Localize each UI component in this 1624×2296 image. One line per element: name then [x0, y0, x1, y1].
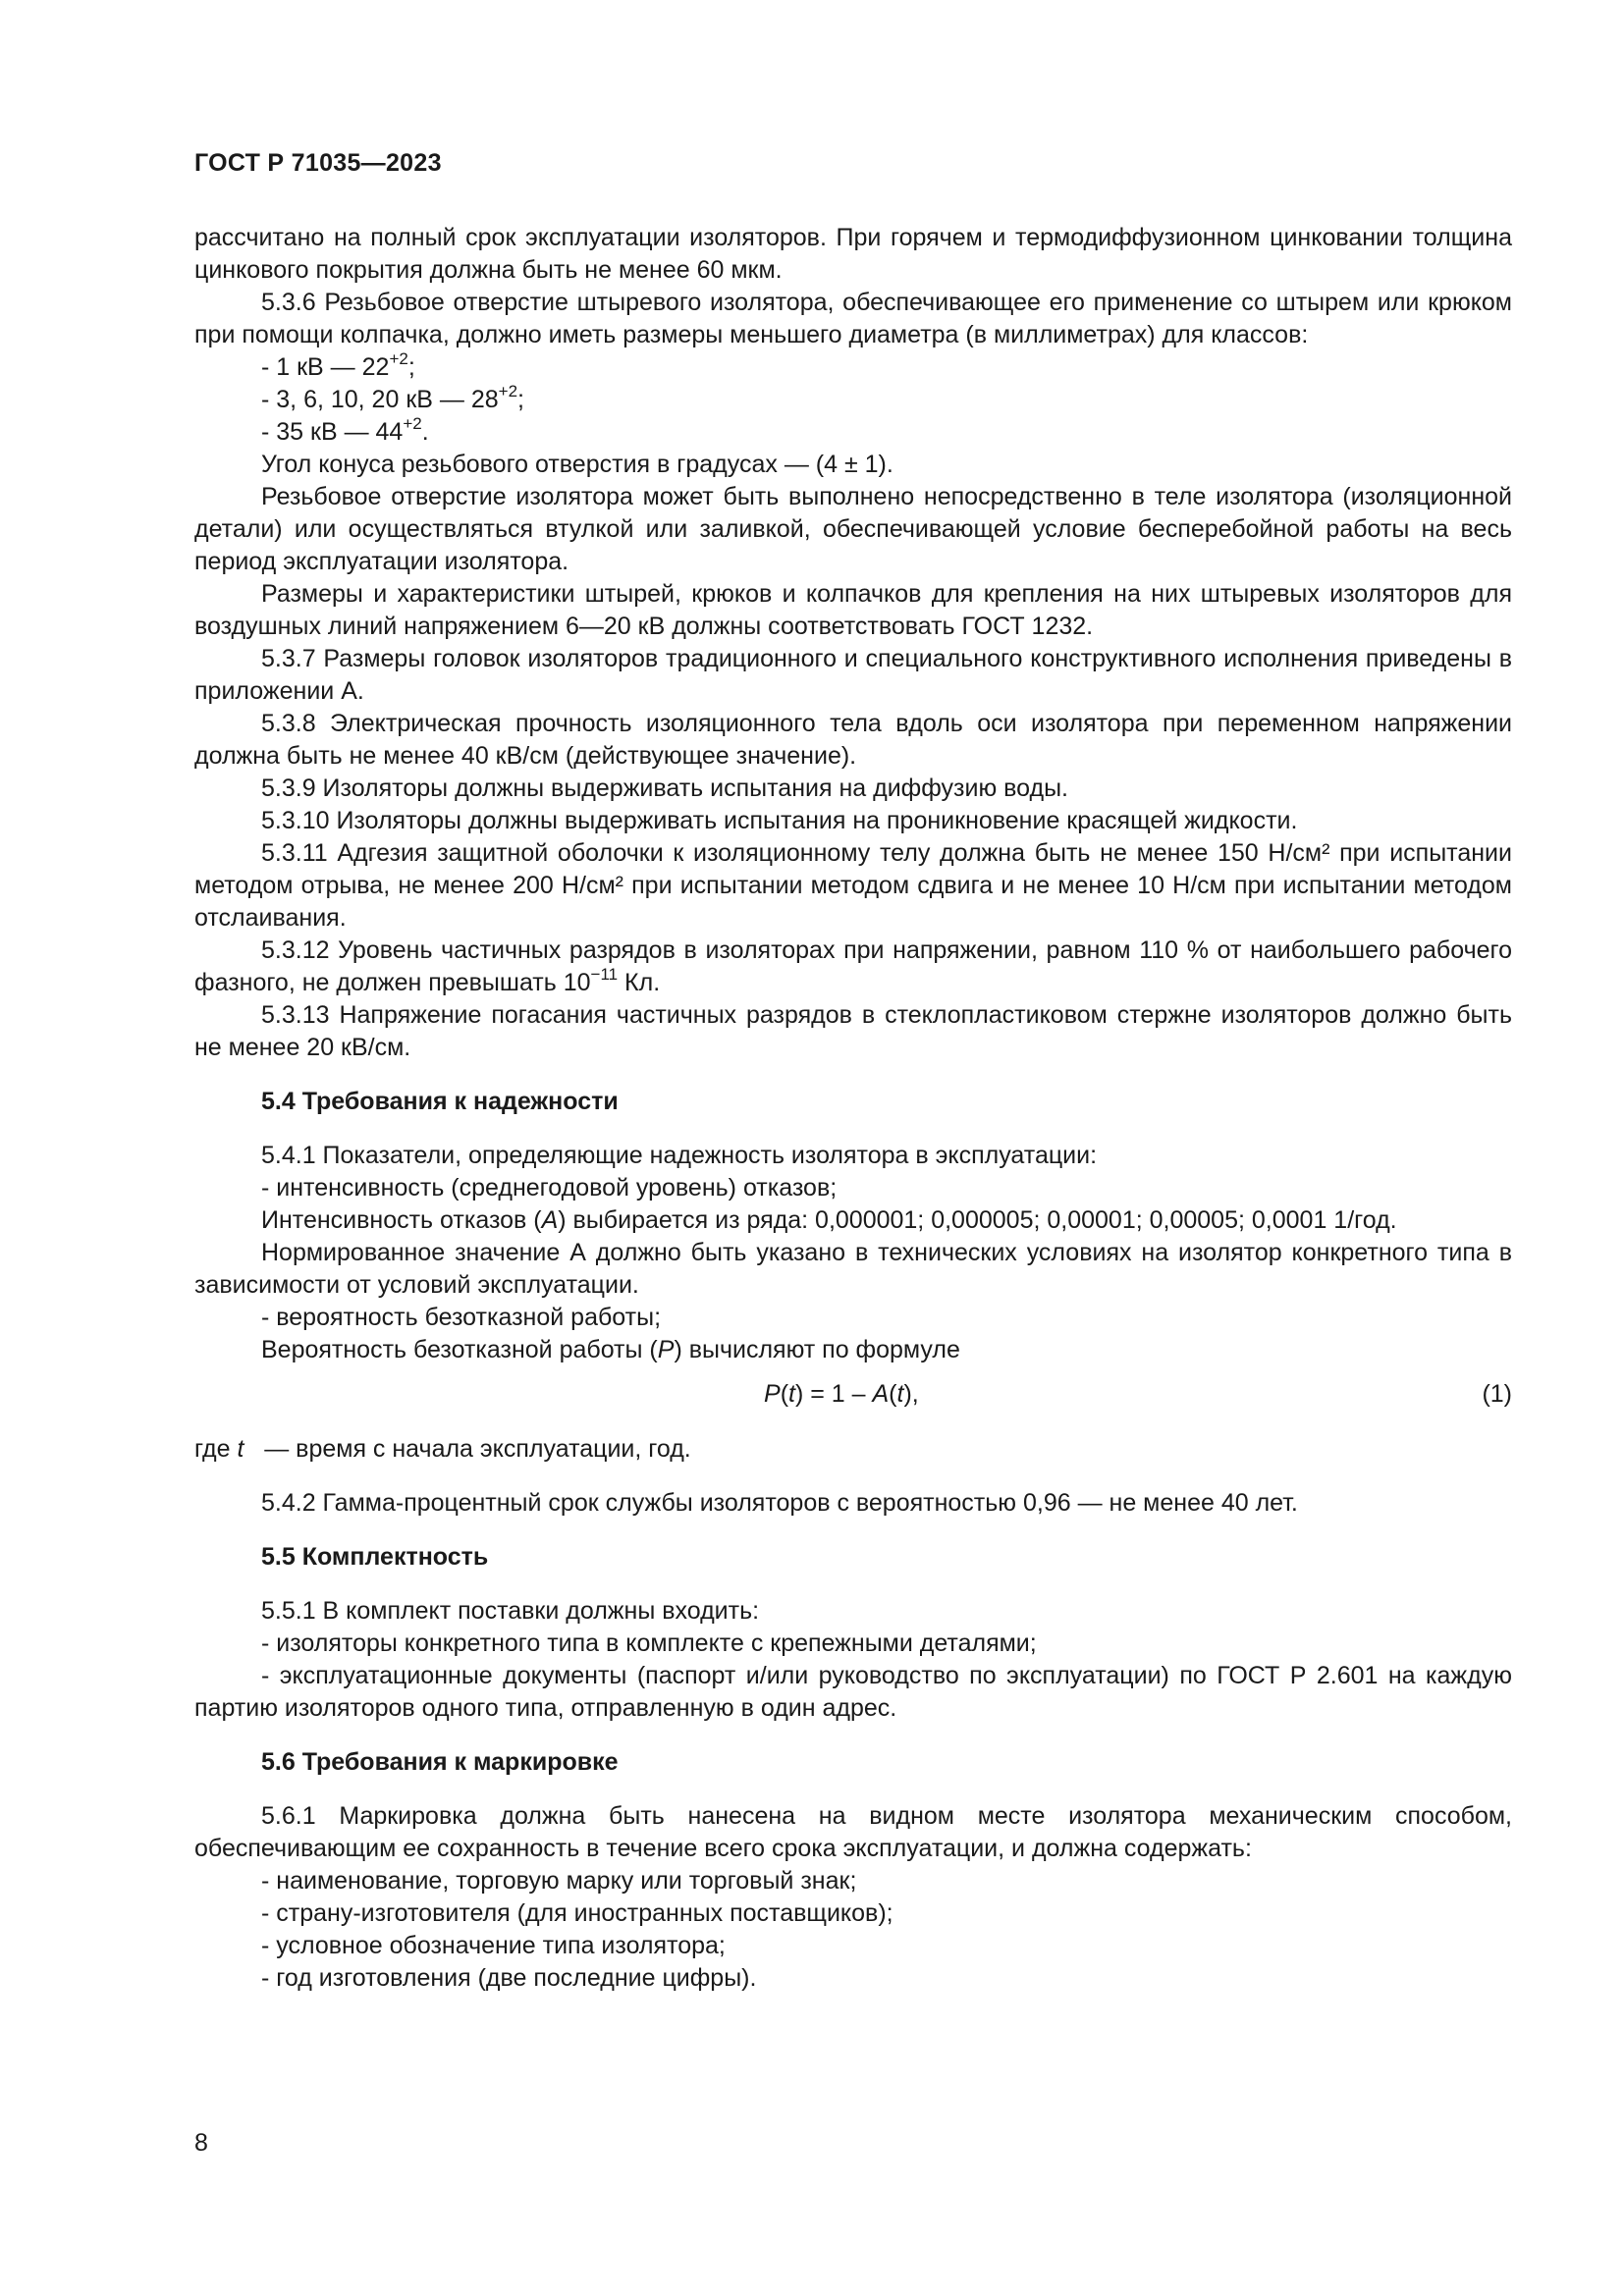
list-item: [194, 384, 1512, 416]
formula-var-t: t: [896, 1380, 904, 1408]
paragraph-5-3-6: 5.3.6 Резьбовое отверстие штыревого изолятора, обеспечивающее его применение со штырем или крюком при помощи колпачка, должно иметь размеры меньшего диаметра (в миллиметрах) для классов:: [194, 289, 1512, 348]
page-number: 8: [194, 2129, 208, 2157]
paragraph-5-3-13: 5.3.13 Напряжение погасания частичных разрядов в стеклопластиковом стержне изоляторов должно быть не менее 20 кВ/см.: [194, 1001, 1512, 1061]
paragraph-tail: Кл.: [618, 969, 661, 996]
list-item: - изоляторы конкретного типа в комплекте с крепежными деталями;: [261, 1629, 1037, 1657]
paragraph-normalized-value: Нормированное значение А должно быть указано в технических условиях на изолятор конкретного типа в зависимости от условий эксплуатации.: [194, 1239, 1512, 1299]
tolerance-sup: +2: [403, 414, 422, 433]
paragraph-thread-hole: Резьбовое отверстие изолятора может быть выполнено непосредственно в теле изолятора (изоляционной детали) или осуществляться втулкой или заливкой, обеспечивающей условие бесперебойной работы на весь период эксплуатации изолятора.: [194, 483, 1512, 575]
paragraph-5-6-1: 5.6.1 Маркировка должна быть нанесена на видном месте изолятора механическим способом, обеспечивающим ее сохранность в течение всего срока эксплуатации, и должна содержать:: [194, 1802, 1512, 1862]
where-text: — время с начала эксплуатации, год.: [244, 1435, 691, 1463]
paragraph-failure-rate: [194, 1204, 1512, 1237]
formula-1: [194, 1378, 1512, 1412]
list-item: [194, 351, 1512, 384]
paragraph-cone-angle: Угол конуса резьбового отверстия в градусах — (4 ± 1).: [261, 451, 893, 478]
tolerance-sup: +2: [389, 349, 408, 368]
variable-p: P: [657, 1336, 675, 1363]
paragraph-tail: ) выбирается из ряда: 0,000001; 0,000005; 0,00001; 0,00005; 0,0001 1/год.: [558, 1206, 1397, 1234]
list-item: - условное обозначение типа изолятора;: [261, 1932, 726, 1959]
paragraph-5-4-2: 5.4.2 Гамма-процентный срок службы изоляторов с вероятностью 0,96 — не менее 40 лет.: [261, 1489, 1298, 1517]
formula-eq: ) = 1 –: [794, 1380, 873, 1408]
variable-a: A: [541, 1206, 559, 1234]
list-item: - год изготовления (две последние цифры).: [261, 1964, 757, 1992]
list-item: [194, 416, 1512, 449]
formula-var-a: A: [872, 1380, 890, 1408]
formula-tail: ),: [903, 1380, 919, 1408]
list-item: - наименование, торговую марку или торговый знак;: [261, 1867, 857, 1895]
paragraph-5-3-8: 5.3.8 Электрическая прочность изоляционного тела вдоль оси изолятора при переменном напряжении должна быть не менее 40 кВ/см (действующее значение).: [194, 710, 1512, 770]
formula-number: (1): [1482, 1380, 1512, 1408]
formula-explanation: [194, 1433, 1512, 1466]
paragraph-text: Вероятность безотказной работы (: [261, 1336, 658, 1363]
list-item-text: - 3, 6, 10, 20 кВ — 28: [261, 386, 499, 413]
paragraph-text: Интенсивность отказов (: [261, 1206, 542, 1234]
section-heading-5-5: 5.5 Комплектность: [261, 1543, 489, 1571]
list-item-text: - 1 кВ — 22: [261, 353, 390, 381]
section-heading-5-6: 5.6 Требования к маркировке: [261, 1748, 619, 1776]
paragraph-5-5-1: 5.5.1 В комплект поставки должны входить:: [261, 1597, 760, 1625]
paragraph-5-3-11: 5.3.11 Адгезия защитной оболочки к изоляционному телу должна быть не менее 150 Н/см² при испытании методом отрыва, не менее 200 Н/см² при испытании методом сдвига и не менее 10 Н/см при испытании методом отслаивания.: [194, 839, 1512, 932]
paragraph-probability: [194, 1334, 1512, 1366]
page-header-doc-id: ГОСТ Р 71035—2023: [194, 149, 442, 177]
formula-var-t: t: [788, 1380, 795, 1408]
paragraph-5-3-9: 5.3.9 Изоляторы должны выдерживать испытания на диффузию воды.: [261, 774, 1068, 802]
paragraph-5-3-10: 5.3.10 Изоляторы должны выдерживать испытания на проникновение красящей жидкости.: [261, 807, 1298, 834]
page-body: [194, 222, 1512, 1995]
list-item: - интенсивность (среднегодовой уровень) отказов;: [261, 1174, 838, 1201]
paragraph-5-3-12: [194, 934, 1512, 999]
paragraph-tail: ) вычисляют по формуле: [674, 1336, 960, 1363]
paragraph-continuation: рассчитано на полный срок эксплуатации изоляторов. При горячем и термодиффузионном цинковании толщина цинкового покрытия должна быть не менее 60 мкм.: [194, 224, 1512, 284]
formula-expression: P(t) = 1 – A(t),: [764, 1380, 919, 1408]
formula-var-p: P: [764, 1380, 781, 1408]
paragraph-text: 5.3.12 Уровень частичных разрядов в изоляторах при напряжении, равном 110 % от наибольшего рабочего фазного, не должен превышать 10: [194, 936, 1512, 996]
paragraph-5-4-1: 5.4.1 Показатели, определяющие надежность изолятора в эксплуатации:: [261, 1142, 1098, 1169]
list-item-tail: .: [421, 418, 429, 446]
paragraph-pin-dimensions: Размеры и характеристики штырей, крюков и колпачков для крепления на них штыревых изоляторов для воздушных линий напряжением 6—20 кВ должны соответствовать ГОСТ 1232.: [194, 580, 1512, 640]
list-item: - эксплуатационные документы (паспорт и/или руководство по эксплуатации) по ГОСТ Р 2.601 на каждую партию изоляторов одного типа, отправленную в один адрес.: [194, 1662, 1512, 1722]
list-item-text: - 35 кВ — 44: [261, 418, 404, 446]
list-item: - страну-изготовителя (для иностранных поставщиков);: [261, 1899, 893, 1927]
list-item-tail: ;: [517, 386, 524, 413]
paragraph-5-3-7: 5.3.7 Размеры головок изоляторов традиционного и специального конструктивного исполнения приведены в приложении А.: [194, 645, 1512, 705]
tolerance-sup: +2: [498, 382, 518, 400]
section-heading-5-4: 5.4 Требования к надежности: [261, 1088, 619, 1115]
where-var-t: t: [237, 1435, 244, 1463]
list-item: - вероятность безотказной работы;: [261, 1304, 662, 1331]
exponent-sup: −11: [590, 965, 619, 984]
where-label: где: [194, 1435, 238, 1463]
list-item-tail: ;: [407, 353, 415, 381]
